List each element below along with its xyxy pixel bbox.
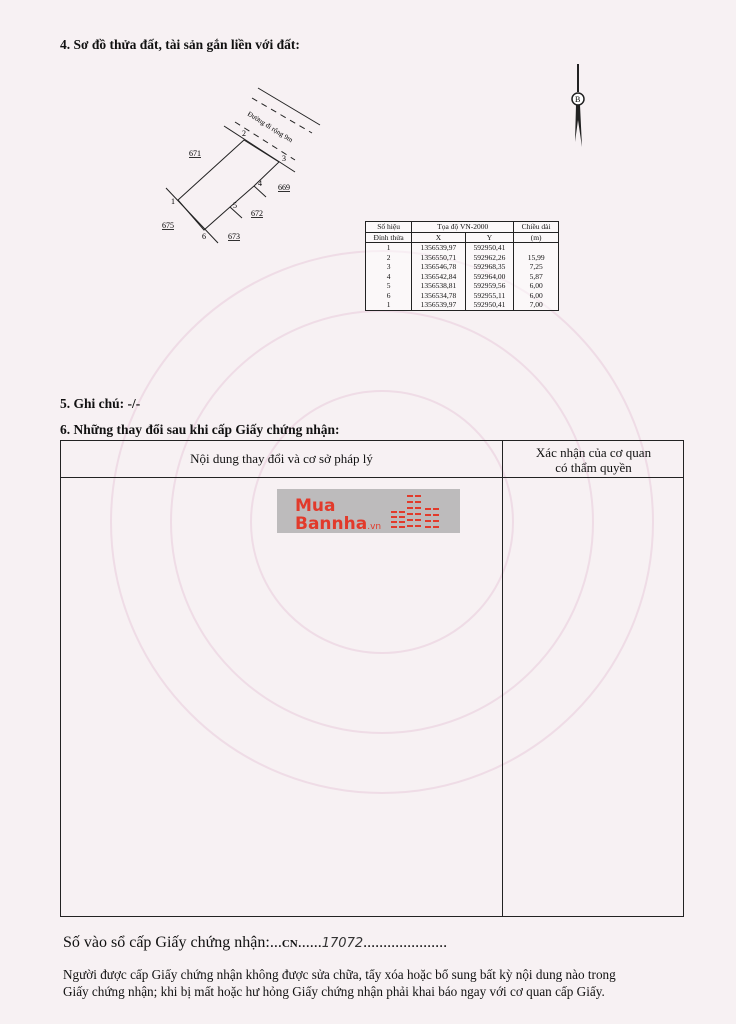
cell-y: 592950,41: [465, 243, 514, 253]
cell-x: 1356538,81: [412, 281, 465, 291]
notice-text: Người được cấp Giấy chứng nhận không được sửa chữa, tẩy xóa hoặc bổ sung bất kỳ nội dung nào trong Giấy chứng nhận; khi bị mất hoặc hư hỏng Giấy chứng nhận phải khai báo ngay với cơ quan cấp Giấy.: [63, 967, 616, 999]
cell-l: [514, 243, 559, 253]
cell-y: 592955,11: [465, 291, 514, 301]
cell-p: 1: [366, 243, 412, 253]
coordinate-row: [366, 281, 559, 291]
cell-y: 592964,00: [465, 272, 514, 282]
cell-y: 592950,41: [465, 300, 514, 310]
cell-y: 592968,35: [465, 262, 514, 272]
cell-l: 7,00: [514, 300, 559, 310]
svg-text:3: 3: [282, 154, 286, 163]
cell-x: 1356539,97: [412, 300, 465, 310]
cell-p: 1: [366, 300, 412, 310]
north-arrow-icon: [566, 62, 590, 152]
svg-text:B: B: [575, 95, 581, 104]
building-icon: [389, 492, 441, 532]
parcel-label: 671: [189, 149, 201, 158]
coordinate-row: [366, 272, 559, 282]
changes-col-content: Nội dung thay đổi và cơ sở pháp lý: [190, 451, 373, 466]
coordinate-row: [366, 262, 559, 272]
cell-x: 1356539,97: [412, 243, 465, 253]
cell-p: 6: [366, 291, 412, 301]
cell-l: 7,25: [514, 262, 559, 272]
road-label: Đường đi rộng 9m: [245, 109, 295, 145]
cell-p: 5: [366, 281, 412, 291]
coordinate-row: [366, 243, 559, 253]
road-center: [252, 98, 312, 133]
svg-text:1: 1: [171, 197, 175, 206]
coordinate-row: [366, 253, 559, 263]
parcel-label: 669: [278, 183, 290, 192]
cell-p: 2: [366, 253, 412, 263]
registry-number: Số vào sổ cấp Giấy chứng nhận:...CN......17072.....................: [63, 934, 448, 951]
coordinate-row: [366, 291, 559, 301]
cell-p: 4: [366, 272, 412, 282]
parcel-label: 672: [251, 209, 263, 218]
cell-p: 3: [366, 262, 412, 272]
coordinate-table: Số hiệu Tọa độ VN-2000 Chiều dài Đỉnh thửa X Y (m) 1 1356539,97 592950,41 2 1356550,71 592962,26 15,99 3 1356546,78 592968,35 7,25 4 1356542,84 592964,00 5,87 5 1356538,81 592959,56 6,00 6 1356534,78 592955,11 6,00 1 1356539,97 592950,41 7,00: [365, 221, 559, 311]
parcel-label: 675: [162, 221, 174, 230]
changes-col-confirmation: Xác nhận của cơ quan có thẩm quyền: [535, 445, 652, 475]
parcel-label: 673: [228, 232, 240, 241]
svg-text:6: 6: [202, 232, 206, 241]
section5-title: 5. Ghi chú: -/-: [60, 396, 141, 411]
cell-x: 1356550,71: [412, 253, 465, 263]
svg-text:4: 4: [258, 179, 262, 188]
section6-title: 6. Những thay đổi sau khi cấp Giấy chứng nhận:: [60, 422, 340, 437]
section4-title: 4. Sơ đồ thửa đất, tài sản gắn liền với đất:: [60, 37, 300, 52]
cell-l: 5,87: [514, 272, 559, 282]
watermark-logo: Mua Bannha.vn: [277, 489, 460, 533]
handwritten-number: 17072: [321, 936, 364, 951]
cell-y: 592959,56: [465, 281, 514, 291]
cell-x: 1356546,78: [412, 262, 465, 272]
parcel-diagram: [150, 80, 330, 250]
svg-text:5: 5: [233, 201, 237, 210]
cell-x: 1356542,84: [412, 272, 465, 282]
cell-l: 6,00: [514, 281, 559, 291]
coordinate-row: [366, 300, 559, 310]
svg-text:2: 2: [242, 129, 246, 138]
cell-x: 1356534,78: [412, 291, 465, 301]
cell-l: 15,99: [514, 253, 559, 263]
cell-y: 592962,26: [465, 253, 514, 263]
cell-l: 6,00: [514, 291, 559, 301]
